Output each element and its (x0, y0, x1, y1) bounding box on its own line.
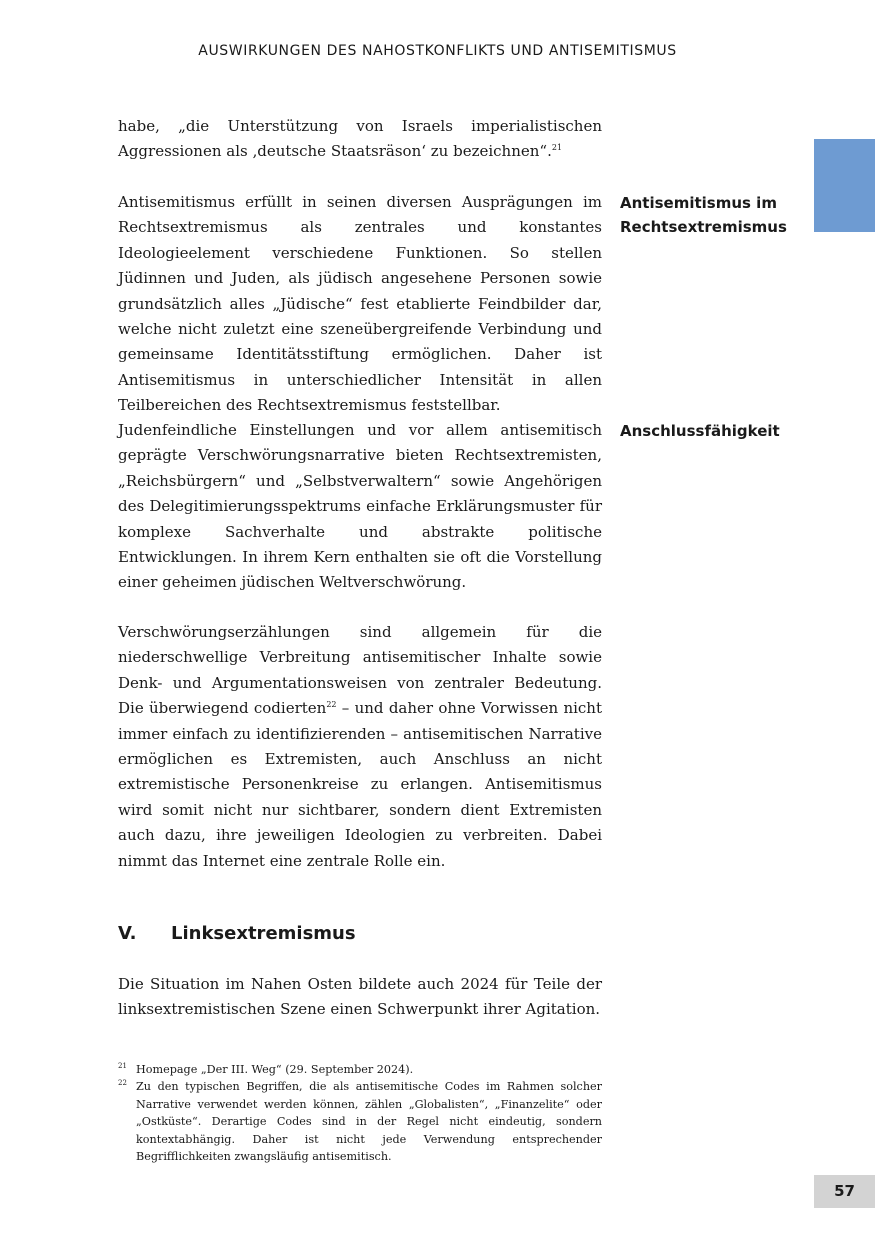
body-paragraph-2: Antisemitismus erfüllt in seinen diversen Ausprägungen im Rechtsextremismus als zentrales und konstantes Ideologieelement verschiedene Funktionen. So stellen Jüdinnen und Juden, als jüdisch angesehene Personen sowie grundsätzlich alles „Jüdische“ fest etablierte Feindbilder dar, welche nicht zuletzt eine szeneübergreifende Verbindung und gemeinsame Identitätsstiftung ermöglichen. Daher ist Antisemitismus in unterschiedlicher Intensität in allen Teilbereichen des Rechtsextremismus feststellbar. (118, 193, 602, 415)
section-number: V. (118, 923, 137, 944)
body-paragraph-5: Die Situation im Nahen Osten bildete auch 2024 für Teile der linksextremistischen Szene einen Schwerpunkt ihrer Agitation. (118, 975, 602, 1019)
chapter-tab-marker (814, 139, 875, 232)
footnote-number: 21 (118, 1062, 127, 1070)
body-paragraph-3: Judenfeindliche Einstellungen und vor allem antisemitisch geprägte Verschwörungsnarrative bieten Rechtsextremisten, „Reichsbürgern“ und „Selbstverwaltern“ sowie Angehörigen des Delegitimierungsspektrums einfache Erklärungsmuster für komplexe Sachverhalte und abstrakte politische Entwicklungen. In ihrem Kern enthalten sie oft die Vorstellung einer geheimen jüdischen Weltverschwörung. (118, 421, 602, 592)
running-header: AUSWIRKUNGEN DES NAHOSTKONFLIKTS UND ANTISEMITISMUS (198, 43, 677, 59)
body-paragraph-1 (118, 114, 602, 165)
margin-note-anschlussfaehigkeit: Anschlussfähigkeit (620, 422, 780, 440)
footnote-22 (118, 1078, 602, 1165)
footnote-ref-21[interactable]: 21 (551, 143, 563, 153)
section-title: Linksextremismus (171, 923, 356, 944)
margin-note-1-line-2: Rechtsextremismus (620, 218, 787, 236)
body-paragraph-4-text-b: – und daher ohne Vorwissen nicht immer einfach zu identifizierenden – antisemitischen Narrative ermöglichen es Extremisten, auch Anschluss an nicht extremistische Personenkreise zu erlangen. Antisemitismus wird somit nicht nur sichtbarer, sondern dient Extremisten auch dazu, ihre jeweiligen Ideologien zu verbreiten. Dabei nimmt das Internet eine zentrale Rolle ein. (118, 699, 602, 870)
body-paragraph-4-text-a: Verschwörungserzählungen sind allgemein für die niederschwellige Verbreitung antisemitischer Inhalte sowie Denk- und Argumentationsweisen von zentraler Bedeutung. Die überwiegend codierten (118, 623, 602, 718)
margin-note-antisemitismus-rechtsextremismus (620, 191, 800, 239)
page-number: 57 (814, 1175, 875, 1208)
footnotes (118, 1061, 602, 1165)
margin-note-1-line-1: Antisemitismus im (620, 194, 777, 212)
section-heading (118, 921, 356, 947)
footnote-number: 22 (118, 1079, 127, 1088)
body-paragraph-4 (118, 620, 602, 874)
footnote-text: Zu den typischen Begriffen, die als antisemitische Codes im Rahmen solcher Narrative verwendet werden können, zählen „Globalisten“, „Finanzelite“ oder „Ostküste“. Derartige Codes sind in der Regel nicht eindeutig, sondern kontextabhängig. Daher ist nicht jede Verwendung entsprechender Begrifflichkeiten zwangsläufig antisemitisch. (136, 1080, 602, 1164)
body-paragraph-1-text: habe, „die Unterstützung von Israels imperialistischen Aggressionen als ‚deutsche Staatsräson‘ zu bezeichnen“. (118, 117, 602, 161)
footnote-21 (118, 1061, 602, 1078)
footnote-text: Homepage „Der III. Weg“ (29. September 2024). (136, 1063, 414, 1076)
footnote-ref-22[interactable]: 22 (326, 700, 337, 710)
